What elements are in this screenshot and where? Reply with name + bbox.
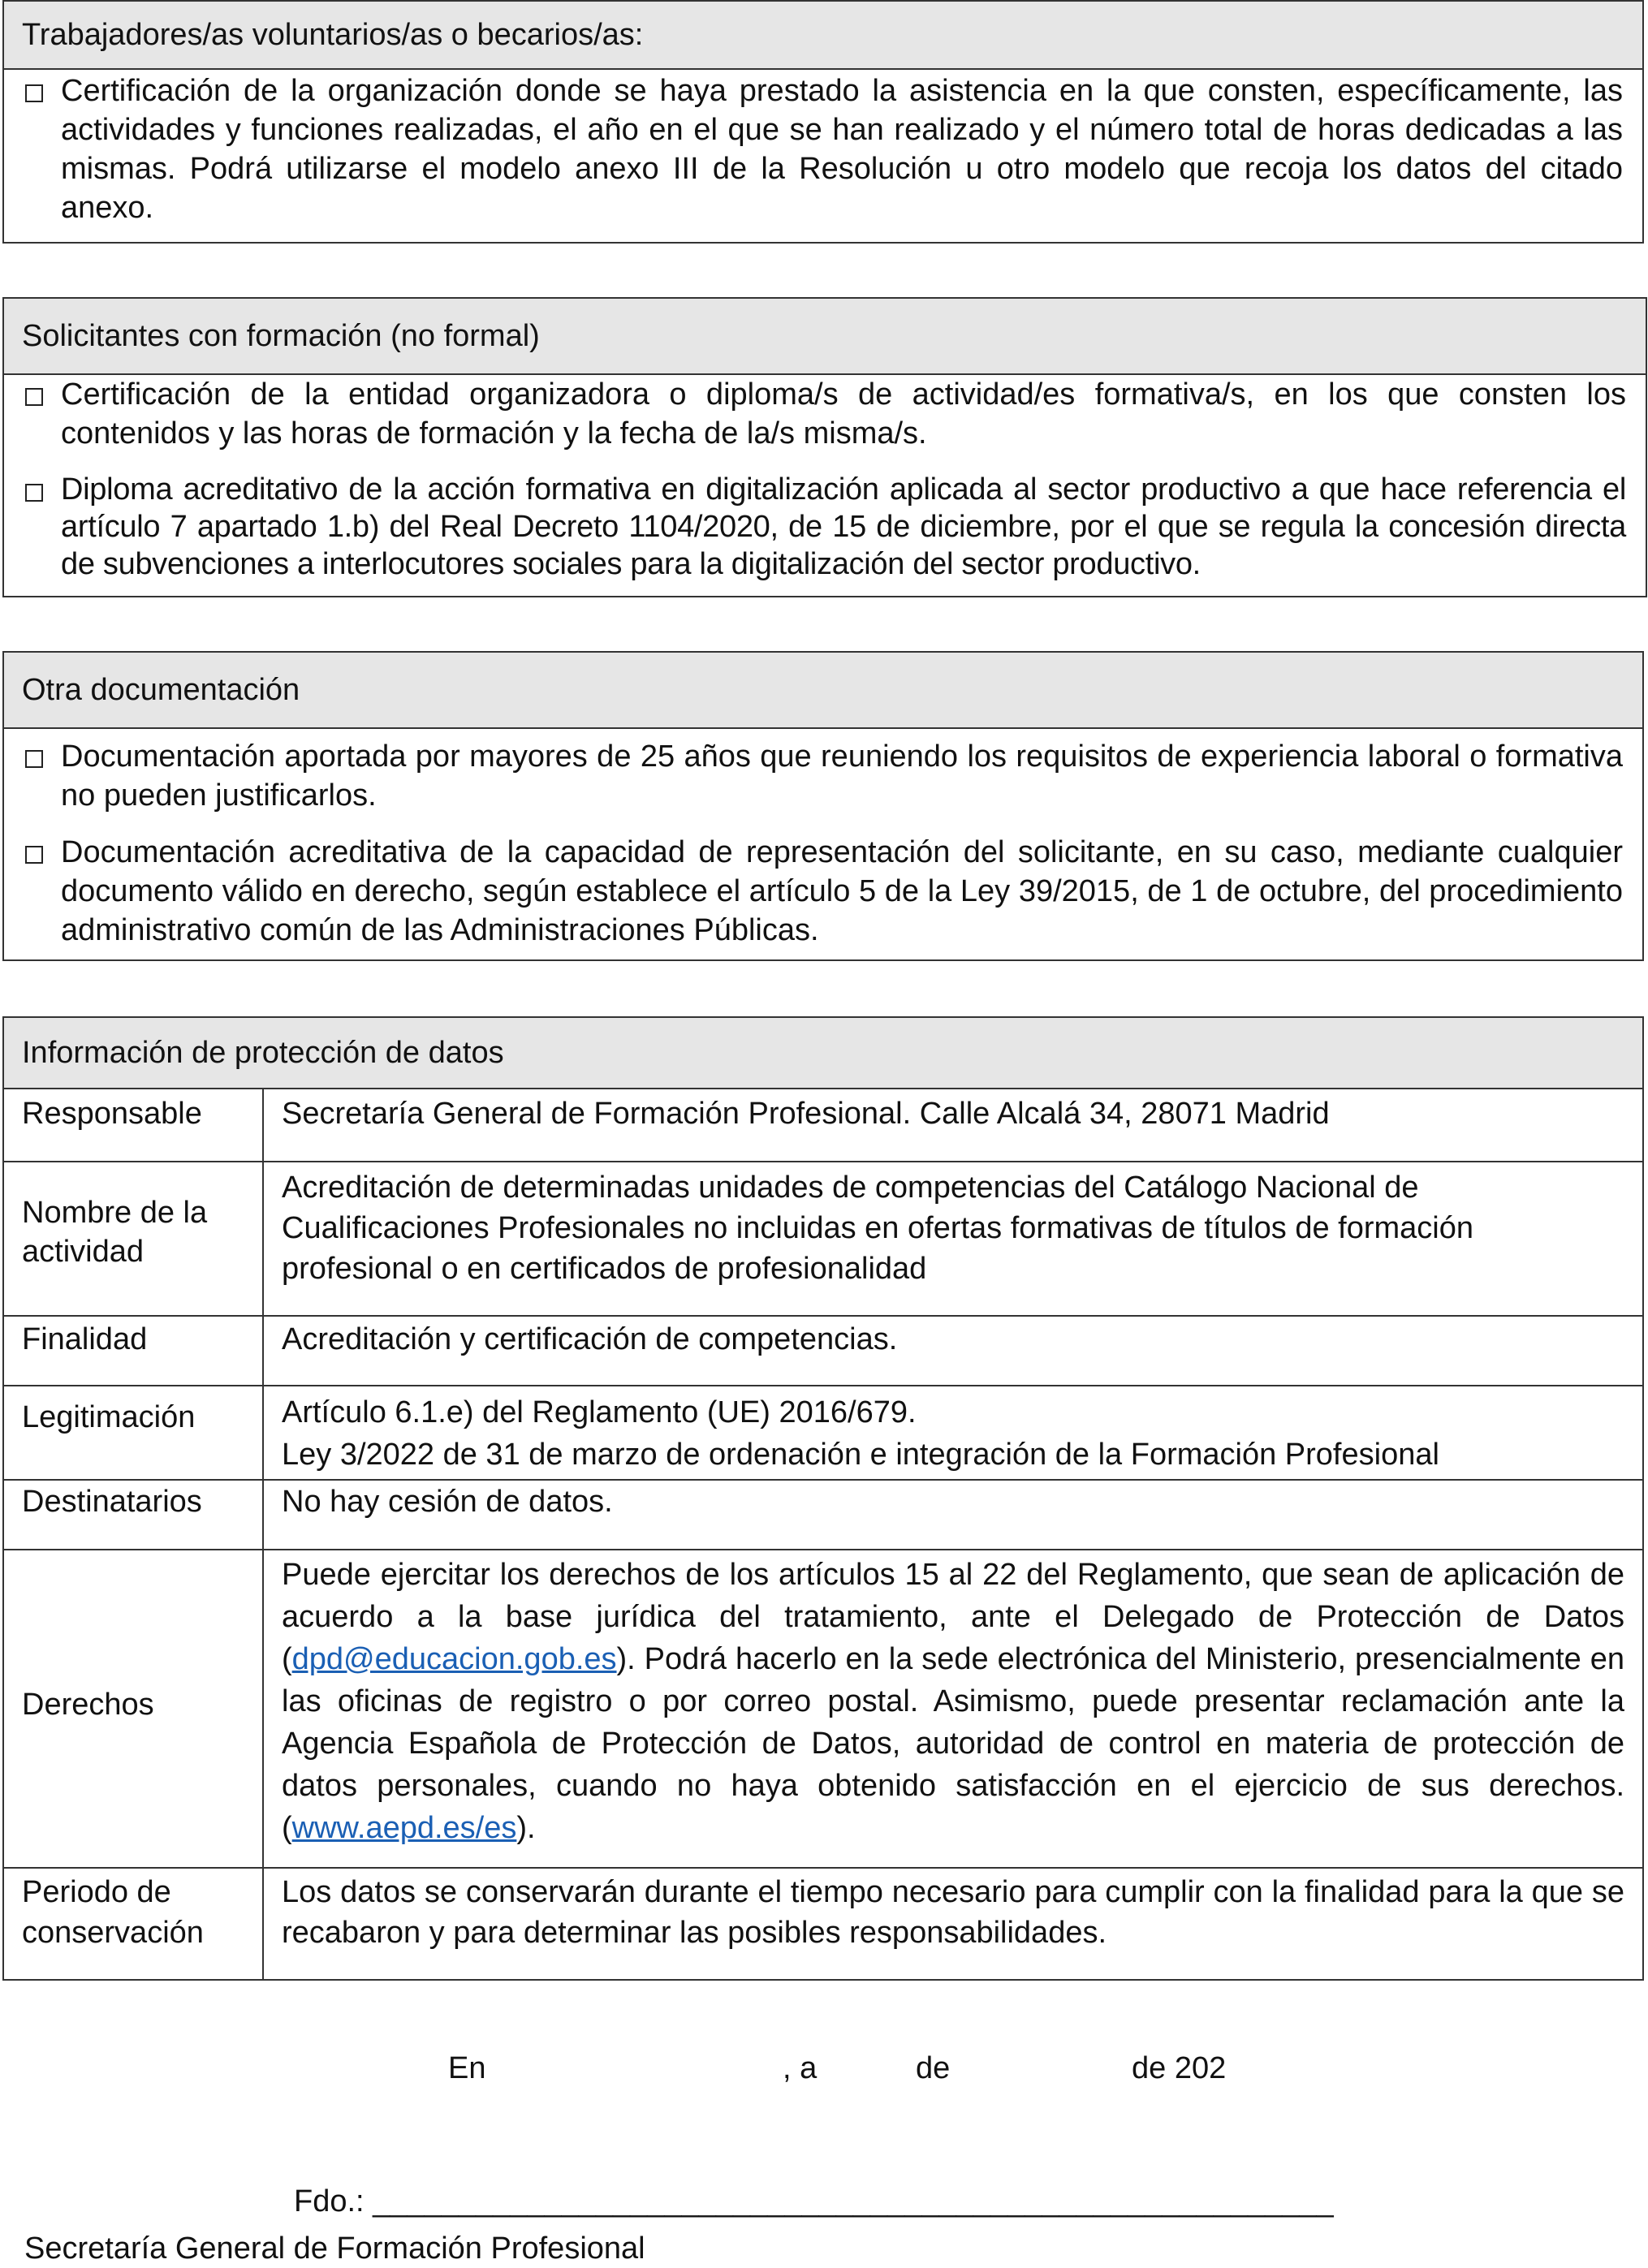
other-item-1-text: Documentación aportada por mayores de 25 años que reuniendo los requisitos de experiencia laboral o formativa no pueden justificarlos. <box>61 739 1623 813</box>
checkbox[interactable] <box>25 750 43 768</box>
table-row <box>4 1089 1642 1162</box>
checkbox[interactable] <box>25 484 43 502</box>
volunteers-item-1-text: Certificación de la organización donde se haya prestado la asistencia en la que consten, específicamente, las actividades y funciones realizadas, el año en el que se han realizado y el número total de horas dedicadas a las mismas. Podrá utilizarse el modelo anexo III de la Resolución u otro modelo que recoja los datos del citado anexo. <box>61 74 1623 225</box>
email-link[interactable]: dpd@educacion.gob.es <box>291 1642 617 1676</box>
table-row <box>4 1869 1642 1979</box>
table-row <box>4 1386 1642 1481</box>
training-item-2 <box>4 471 1646 583</box>
checkbox[interactable] <box>25 388 43 406</box>
row-value: No hay cesión de datos. <box>282 1485 613 1519</box>
row-value: Acreditación y certificación de competencias. <box>282 1322 898 1356</box>
date-comma-a: , a <box>783 2051 818 2085</box>
section-other <box>2 651 1644 961</box>
data-protection-header <box>4 1018 1642 1089</box>
other-item-2 <box>4 833 1642 950</box>
section-other-header <box>4 653 1642 729</box>
table-row <box>4 1550 1642 1869</box>
date-de-1: de <box>916 2051 951 2085</box>
row-value: Artículo 6.1.e) del Reglamento (UE) 2016/679. Ley 3/2022 de 31 de marzo de ordenación e integración de la Formación Profesional <box>282 1395 1439 1472</box>
row-label: Finalidad <box>4 1317 264 1385</box>
data-protection-table <box>2 1016 1644 1981</box>
section-other-title: Otra documentación <box>22 673 300 707</box>
table-row <box>4 1162 1642 1317</box>
training-item-2-text: Diploma acreditativo de la acción formativa en digitalización aplicada al sector productivo a que hace referencia el artículo 7 apartado 1.b) del Real Decreto 1104/2020, de 15 de diciembre, por el que se regula la concesión directa de subvenciones a interlocutores sociales para la digitalización del sector productivo. <box>61 472 1626 581</box>
section-volunteers <box>2 0 1644 244</box>
other-item-2-text: Documentación acreditativa de la capacidad de representación del solicitante, en su caso, mediante cualquier documento válido en derecho, según establece el artículo 5 de la Ley 39/2015, de 1 de octubre, del procedimiento administrativo común de las Administraciones Públicas. <box>61 835 1623 947</box>
volunteers-item-1 <box>4 71 1642 227</box>
section-volunteers-header <box>4 2 1642 70</box>
table-row <box>4 1481 1642 1550</box>
row-label: Derechos <box>4 1550 264 1867</box>
signature-line[interactable]: Fdo.: ________________________________________________________ <box>294 2184 1334 2218</box>
footer-text: Secretaría General de Formación Profesional <box>24 2231 645 2266</box>
row-label: Legitimación <box>4 1386 264 1479</box>
training-item-1 <box>4 375 1646 453</box>
other-item-1 <box>4 737 1642 815</box>
checkbox[interactable] <box>25 846 43 864</box>
row-value: Puede ejercitar los derechos de los artículos 15 al 22 del Reglamento, que sean de aplicación de acuerdo a la base jurídica del tratamiento, ante el Delegado de Protección de Datos (dpd@educacion.gob.es). Podrá hacerlo en la sede electrónica del Ministerio, presencialmente en las oficinas de registro o por correo postal. Asimismo, puede presentar reclamación ante la Agencia Española de Protección de Datos, autoridad de control en materia de protección de datos personales, cuando no haya obtenido satisfacción en el ejercicio de sus derechos. (www.aepd.es/es). <box>282 1558 1624 1845</box>
date-de-2: de 202 <box>1132 2051 1227 2085</box>
row-label: Responsable <box>4 1089 264 1161</box>
section-training-title: Solicitantes con formación (no formal) <box>22 319 540 353</box>
checkbox[interactable] <box>25 84 43 102</box>
row-label: Periodo de conservación <box>4 1869 264 1979</box>
row-label: Nombre de la actividad <box>4 1162 264 1315</box>
website-link[interactable]: www.aepd.es/es <box>291 1811 517 1845</box>
section-training-header <box>4 299 1646 375</box>
training-item-1-text: Certificación de la entidad organizadora o diploma/s de actividad/es formativa/s, en los que consten los contenidos y las horas de formación y la fecha de la/s misma/s. <box>61 377 1626 451</box>
row-label: Destinatarios <box>4 1481 264 1549</box>
row-value: Secretaría General de Formación Profesional. Calle Alcalá 34, 28071 Madrid <box>282 1097 1330 1131</box>
row-value: Acreditación de determinadas unidades de competencias del Catálogo Nacional de Cualificaciones Profesionales no incluidas en ofertas formativas de títulos de formación profesional o en certificados de profesionalidad <box>282 1171 1473 1286</box>
row-value: Los datos se conservarán durante el tiempo necesario para cumplir con la finalidad para la que se recabaron y para determinar las posibles responsabilidades. <box>282 1875 1624 1950</box>
place-prefix: En <box>448 2051 486 2085</box>
section-training <box>2 297 1647 597</box>
data-protection-title: Información de protección de datos <box>22 1036 504 1070</box>
table-row <box>4 1317 1642 1386</box>
section-volunteers-title: Trabajadores/as voluntarios/as o becarios/as: <box>22 18 644 52</box>
